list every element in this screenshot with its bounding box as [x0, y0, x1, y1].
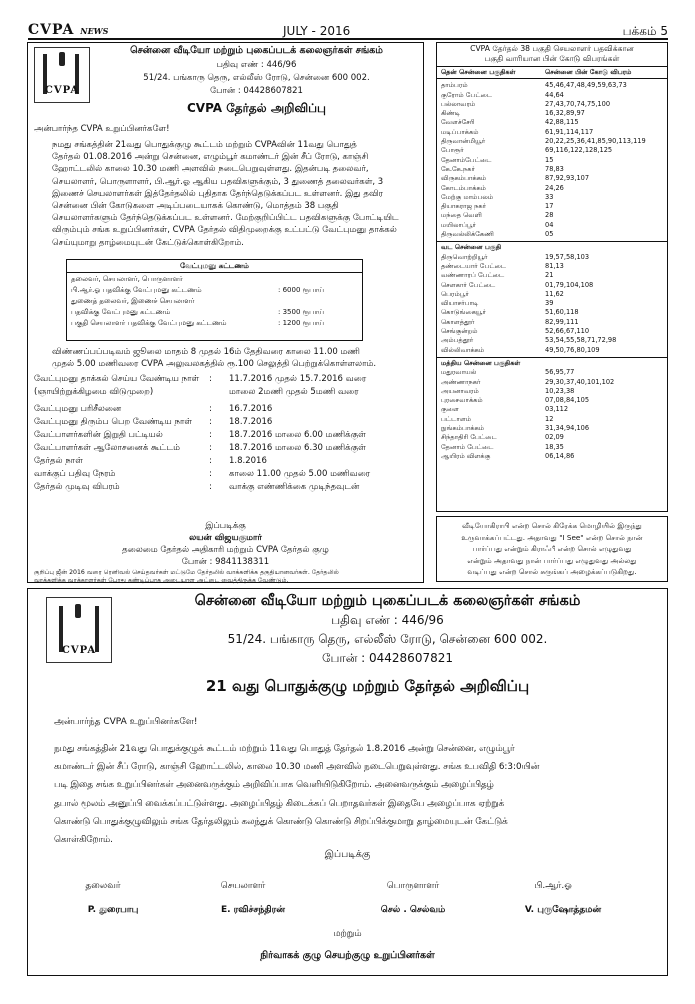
table-row	[437, 137, 667, 146]
fee-label: பி.ஆர்.ஓ பதவிக்கு வேட்புமனு கட்டணம்	[71, 286, 202, 294]
area-name: அண்ணாநகர்	[441, 377, 481, 386]
pincode-list: 49,50,76,80,109	[545, 345, 600, 354]
name-president: P. துரைபாபு	[87, 905, 139, 915]
sidebar-title-line: பகுதி வாரியான பின் கோடு விபரங்கள்	[484, 54, 620, 63]
pincode-list: 20,22,25,36,41,85,90,113,119	[545, 137, 646, 146]
brand-sub: NEWS	[80, 26, 109, 36]
signatory-name: லயன் விஜயகுமார்	[189, 533, 262, 543]
pincode-list: 82,99,111	[545, 317, 579, 326]
area-name: விருகம்பாக்கம்	[441, 174, 487, 183]
area-name: பட்டாளம்	[441, 414, 472, 423]
name-secretary: E. ரவிச்சந்திரன்	[220, 905, 286, 915]
pincode-list: 29,30,37,40,101,102	[545, 377, 615, 386]
logo-text: CVPA	[61, 645, 97, 656]
and-text: மற்றும்	[333, 929, 362, 939]
schedule-label: வேட்புமனு தாக்கல் செய்ய வேண்டிய நாள்	[34, 374, 200, 384]
table-row	[437, 299, 667, 308]
schedule-value: 18.7.2016 மாலை 6.00 மணிக்குள்	[229, 430, 366, 440]
brand-name: CVPA	[28, 22, 75, 38]
south-chennai-rows	[437, 81, 667, 239]
pincode-list: 69,116,122,128,125	[545, 146, 613, 155]
sign-intro: இப்படிக்கு	[205, 521, 246, 531]
pincode-list: 52,66,67,110	[545, 327, 590, 336]
fact-line: உருவாக்கப்பட்டது. அதாவது "I See" என்ற சொல் நான்	[461, 532, 643, 542]
fact-line: என்றும் அதாவது நான் பார்ப்பது எழுதுவது அல்லது	[467, 555, 637, 565]
fact-box	[436, 516, 668, 582]
pincode-list: 28	[545, 211, 554, 220]
fee-amount: : 3500 ரூபாய்	[278, 308, 325, 316]
schedule-list	[34, 373, 419, 494]
cvpa-logo	[46, 597, 112, 663]
para-line: தபால் மூலம் அனுப்பி வைக்கப்பட்டுள்ளது. அழைப்பிதழ் கிடைக்கப் பெறாதவர்கள் இதையே அழைப்பாக ஏற்றுக்	[54, 798, 505, 809]
fee-table-title: வேட்புமனு கட்டணம்	[67, 260, 362, 273]
pincode-list: 10,23,38	[545, 386, 575, 395]
area-name: வேளச்சேரி	[441, 118, 475, 127]
area-name: தண்டையார் பேட்டை	[441, 261, 507, 270]
schedule-value: 11.7.2016 முதல் 15.7.2016 வரை	[229, 374, 367, 384]
schedule-row: தேர்தல் நாள் : 1.8.2016	[34, 456, 267, 466]
reg-number: பதிவு எண் : 446/96	[331, 613, 444, 627]
signatory-phone: போன் : 9841138311	[181, 557, 270, 567]
table-row	[437, 109, 667, 118]
fee-row	[67, 284, 362, 295]
area-name: கொடுங்கையூர்	[441, 308, 486, 317]
schedule-value: மாலை 2மணி முதல் 5மணி வரை	[229, 387, 359, 397]
pincode-list: 81,13	[545, 261, 564, 270]
org-address: 51/24. பங்காரு தெரு, எல்லீஸ் ரோடு, சென்னை 600 002.	[143, 73, 370, 83]
para-line: விரும்பும் சங்க உறுப்பினர்கள், CVPA தேர்தல் விதிமுறைக்கு உட்பட்டு வேட்புமனு தாக்கல்	[52, 225, 397, 236]
pincode-list: 04	[545, 220, 554, 229]
area-name: கோடம்பாக்கம்	[441, 183, 486, 192]
note-line: வாக்களிக்க வாக்காளர்கள் போது கண்டிப்பாக அடையாள அட்டை வைத்திருக்க வேண்டும்.	[34, 577, 289, 584]
pincode-list: 51,60,118	[545, 308, 579, 317]
election-notice	[27, 42, 424, 583]
pincode-list: 05	[545, 230, 554, 239]
pincode-list: 61,91,114,117	[545, 127, 594, 136]
pincode-list: 39	[545, 299, 554, 308]
fee-label: பதவிக்கு வேட்புமனு கட்டணம்	[71, 308, 171, 316]
table-row	[437, 336, 667, 345]
pincode-list: 33	[545, 192, 554, 201]
issue-month: JULY - 2016	[283, 24, 351, 38]
area-name: மேற்கு மாம்பலம்	[441, 192, 494, 201]
para-line: இணைச் செயலாளர்கள் இத்தேர்தலில் புதிதாக தேர்ந்தெடுக்கப்பட உள்ளனர். இது தவிர	[52, 188, 384, 199]
table-row	[437, 202, 667, 211]
table-row	[437, 443, 667, 452]
fee-amount: : 6000 ரூபாய்	[278, 286, 325, 294]
area-name: நுங்கம்பாக்கம்	[441, 423, 485, 432]
pincode-list: 01,79,104,108	[545, 280, 594, 289]
org-name: சென்னை வீடியோ மற்றும் புகைப்படக் கலைஞர்கள் சங்கம்	[194, 593, 581, 609]
table-row	[437, 424, 667, 433]
area-name: மதுரவாயல்	[441, 368, 477, 377]
pincode-list: 12	[545, 414, 554, 423]
area-name: குரோம் பேட்டை	[441, 90, 493, 99]
area-name: சிந்தாதிரி பேட்டை	[441, 433, 497, 442]
para-line: கொள்கிறோம்.	[54, 835, 113, 846]
greeting: அன்பார்ந்த CVPA உறுப்பினர்களே!	[54, 717, 198, 727]
fee-row	[67, 306, 362, 317]
para-line: கமாண்டர் இன் சீப் ரோடு, காஞ்சி ஹோட்டலில், காலை 10.30 மணி அளவில் நடைபெறுவுள்ளது. சங்க உபவிதி 6:3:0யின்	[54, 762, 540, 773]
area-name: மந்தை வெளி	[441, 211, 482, 220]
table-row	[437, 100, 667, 109]
table-row	[437, 230, 667, 239]
fact-line: வீடியோகிராபி என்ற சொல் கிரேக்க மொழியில் இருந்து	[462, 521, 642, 530]
north-chennai-title: வட சென்னை பகுதி	[437, 241, 667, 252]
para-line: ஹோட்டலில் காலை 10.30 மணி அளவில் நடைபெறுவுள்ளது. இதன்படி தலைவர்,	[52, 164, 369, 175]
schedule-row: வேட்பாளர்களின் இறுதி பட்டியல் : 18.7.2016 மாலை 6.00 மணிக்குள்	[34, 430, 366, 440]
org-address: 51/24. பங்காரு தெரு, எல்லீஸ் ரோடு, சென்னை 600 002.	[227, 632, 548, 646]
reg-number: பதிவு எண் : 446/96	[216, 60, 297, 70]
pincode-list: 07,08,84,105	[545, 396, 590, 405]
para-line: முதல் 5.00 மணிவரை CVPA அலுவலகத்தில் ரூ.100 செலுத்தி பெற்றுக்கொள்ளலாம்.	[52, 359, 377, 370]
table-row	[437, 91, 667, 100]
area-name: மடிப்பாக்கம்	[441, 127, 479, 136]
schedule-value: 18.7.2016	[229, 417, 273, 427]
area-name: கிண்டி	[441, 109, 461, 118]
role-pro: பி.ஆர்.ஓ	[534, 881, 572, 891]
area-name: கே.கே.நகர்	[441, 164, 475, 173]
para-line: தேர்தல் 01.08.2016 அன்று சென்னை, எழும்பூர் கமாண்டர் இன் சீப் ரோடு, காஞ்சி	[52, 152, 369, 163]
schedule-row: தேர்தல் முடிவு விபரம் : வாக்கு எண்ணிக்கை முடிந்தவுடன்	[34, 482, 360, 492]
notice-title: 21 வது பொதுக்குழு மற்றும் தேர்தல் அறிவிப்பு	[205, 677, 530, 695]
schedule-value: 1.8.2016	[229, 456, 267, 466]
newsletter-brand	[28, 22, 108, 38]
page-header	[28, 24, 668, 40]
signatory-role: தலைமை தேர்தல் அதிகாரி மற்றும் CVPA தேர்தல் குழு	[122, 545, 329, 555]
table-row	[437, 193, 667, 202]
pincode-list: 24,26	[545, 183, 564, 192]
table-row	[437, 308, 667, 317]
logo-text: CVPA	[44, 85, 80, 96]
intro-paragraph	[52, 139, 417, 249]
table-row	[437, 184, 667, 193]
greeting: அன்பார்ந்த CVPA உறுப்பினர்களே!	[34, 124, 170, 134]
area-name: குளை	[441, 405, 460, 414]
fee-label: பகுதி செயலாளர் பதவிக்கு வேட்புமனு கட்டணம்	[71, 319, 227, 327]
schedule-value: காலை 11.00 முதல் 5.00 மணிவரை	[229, 469, 371, 479]
table-row	[437, 165, 667, 174]
schedule-row: வேட்புமனு தாக்கல் செய்ய வேண்டிய நாள் : 11.7.2016 முதல் 15.7.2016 வரை	[34, 374, 367, 384]
para-line: செய்யுமாறு தாழ்மையுடன் கேட்டுக்கொள்கிறோம்.	[52, 237, 244, 248]
pincode-table	[437, 66, 667, 461]
fee-row	[67, 317, 362, 328]
area-name: பல்லாவரம்	[441, 99, 476, 108]
pincode-list: 16,32,89,97	[545, 109, 585, 118]
pincode-list: 45,46,47,48,49,59,63,73	[545, 81, 627, 90]
schedule-row	[34, 386, 419, 399]
table-row	[437, 174, 667, 183]
pincode-sidebar	[436, 42, 668, 512]
page-number: பக்கம் 5	[622, 24, 668, 38]
table-row	[437, 146, 667, 155]
role-secretary: செயலாளர்	[220, 881, 266, 891]
para-line: நமது சங்கத்தின் 21வது பொதுக்குழுக் கூட்டம் மற்றும் 11வது பொதுத் தேர்தல் 1.8.2016 அன்று சென்னை, எழும்பூர்	[54, 744, 515, 754]
para-line: படி இதை சங்க உறுப்பினர்கள் அனைவருக்கும் அறிவிப்பாக வெளியிடுகிறோம். அனைவருக்கும் அழைப்பிதழ்	[54, 780, 494, 791]
schedule-label: வேட்பாளர்கள் ஆலோசனைக் கூட்டம்	[34, 443, 180, 453]
fact-line: பார்ப்பது என்றும் கிராஃபீ என்ற சொல் எழுதுவது	[472, 544, 632, 553]
schedule-value: 16.7.2016	[229, 404, 273, 414]
area-name: பெரம்பூர்	[441, 289, 469, 298]
table-row	[437, 396, 667, 405]
schedule-label: வேட்புமனு திரும்ப பெற வேண்டிய நாள்	[34, 417, 193, 427]
form-info	[52, 346, 417, 370]
pincode-list: 78,83	[545, 164, 564, 173]
area-name: கொளத்தூர்	[441, 317, 475, 326]
table-row	[437, 405, 667, 414]
area-name: மயிலாப்பூர்	[441, 220, 476, 229]
schedule-row: வாக்குப் பதிவு நேரம் : காலை 11.00 முதல் 5.00 மணிவரை	[34, 469, 371, 479]
body-paragraph	[54, 740, 657, 849]
name-pro: V. புருஷோத்தமன்	[524, 905, 602, 915]
sidebar-title	[437, 43, 667, 64]
pincode-list: 02,09	[545, 433, 564, 442]
para-line: நமது சங்கத்தின் 21வது பொதுக்குழு கூட்டம் மற்றும் CVPAவின் 11வது பொதுத்	[52, 140, 357, 150]
table-row	[437, 327, 667, 336]
central-chennai-title: மத்திய சென்னை பகுதிகள்	[437, 357, 667, 368]
pincode-list: 03,112	[545, 405, 569, 414]
table-row	[437, 211, 667, 220]
area-name: போரூர்	[441, 146, 464, 155]
schedule-value: வாக்கு எண்ணிக்கை முடிந்தவுடன்	[229, 482, 360, 492]
area-name: திருவொற்றியூர்	[441, 252, 488, 261]
schedule-label: தேர்தல் முடிவு விபரம்	[34, 482, 120, 492]
fee-row	[67, 295, 362, 306]
table-row	[437, 262, 667, 271]
note-line: குறிப்பு ஜீன் 2016 வரை ரெனிவல் செய்தவர்கள் மட்டுமே தேர்தலில் வாக்களிக்க தகுதியானவர்கள். தேர்தலில்	[34, 569, 339, 576]
general-body-notice	[27, 588, 668, 976]
org-name: சென்னை வீடியோ மற்றும் புகைப்படக் கலைஞர்கள் சங்கம்	[130, 45, 383, 56]
officer-names	[58, 905, 638, 916]
col-header-pincode: சென்னை பின் கோடு விபரம்	[545, 68, 632, 76]
pincode-list: 15	[545, 155, 554, 164]
area-name: செங்குன்றம்	[441, 327, 478, 336]
area-name: சௌகார் பேட்டை	[441, 280, 496, 289]
table-row	[437, 221, 667, 230]
table-row	[437, 318, 667, 327]
pincode-list: 06,14,86	[545, 451, 575, 460]
area-name: திருவான்மியூர்	[441, 137, 486, 146]
pincode-list: 18,35	[545, 442, 564, 451]
pincode-list: 42,88,115	[545, 118, 579, 127]
schedule-row: வேட்புமனு பரிசீலனை : 16.7.2016	[34, 404, 273, 414]
area-name: வில்லிவாக்கம்	[441, 345, 485, 354]
org-phone: போன் : 04428607821	[321, 651, 453, 665]
pincode-list: 17	[545, 202, 554, 211]
pincode-list: 56,95,77	[545, 368, 575, 377]
area-name: புரசைவாக்கம்	[441, 396, 483, 405]
para-line: சென்னை பின் கோடுகளை அடிப்படையாகக் கொண்டு, மொத்தம் 38 பகுதி	[52, 201, 339, 212]
schedule-row: வேட்புமனு திரும்ப பெற வேண்டிய நாள் : 18.7.2016	[34, 417, 273, 427]
role-treasurer: பொருளாளர்	[386, 881, 440, 891]
para-line: செயலாளர், பொருளாளர், பி.ஆர்.ஓ ஆகிய பதவிகளுக்கும், 3 துணைத் தலைவர்கள், 3	[52, 176, 384, 187]
schedule-label: (ஞாயிற்றுக்கிழமை விடுமுறை)	[34, 387, 154, 397]
pincode-list: 87,92,93,107	[545, 174, 590, 183]
area-name: தேனாம்பேட்டை	[441, 155, 492, 164]
table-row	[437, 346, 667, 355]
schedule-label: தேர்தல் நாள்	[34, 456, 83, 466]
officer-roles	[58, 881, 618, 892]
schedule-value: 18.7.2016 மாலை 6.30 மணிக்குள்	[229, 443, 366, 453]
table-row	[437, 387, 667, 396]
fee-label: தலைவர், செயலாளர், பொருளாளர்	[71, 275, 183, 283]
table-row	[437, 271, 667, 280]
pincode-list: 19,57,58,103	[545, 252, 590, 261]
fee-table	[66, 259, 363, 341]
name-treasurer: செல் . செல்வம்	[380, 905, 446, 915]
schedule-label: வேட்பாளர்களின் இறுதி பட்டியல்	[34, 430, 163, 440]
area-name: தேனாம் பேட்டை	[441, 442, 494, 451]
pincode-list: 31,34,94,106	[545, 423, 590, 432]
pincode-list: 27,43,70,74,75,100	[545, 99, 611, 108]
sign-intro: இப்படிக்கு	[324, 849, 371, 860]
pincode-list: 11,62	[545, 289, 564, 298]
central-chennai-rows	[437, 368, 667, 461]
table-header	[437, 66, 667, 79]
col-header-area: தென் சென்னை பகுதிகள்	[441, 68, 516, 76]
table-row	[437, 452, 667, 461]
table-row	[437, 253, 667, 262]
pincode-list: 21	[545, 271, 554, 280]
fee-amount: : 1200 ரூபாய்	[278, 319, 325, 327]
area-name: வியாசர்பாடி	[441, 299, 479, 308]
fee-amount	[278, 274, 358, 284]
pincode-list: 44,64	[545, 90, 564, 99]
north-chennai-rows	[437, 253, 667, 355]
sidebar-title-line: CVPA தேர்தல் 38 பகுதி செயலாளர் பதவிக்கான	[470, 44, 634, 53]
role-president: தலைவர்	[85, 881, 121, 891]
committee-text: நிர்வாகக் குழு செயற்குழு உறுப்பினர்கள்	[260, 950, 435, 961]
area-name: தாம்பரம்	[441, 81, 468, 90]
table-row	[437, 156, 667, 165]
table-row	[437, 81, 667, 90]
table-row	[437, 290, 667, 299]
cvpa-logo	[34, 47, 90, 103]
schedule-label: வேட்புமனு பரிசீலனை	[34, 404, 122, 414]
para-line: செயலாளர்களும் தேர்ந்தெடுக்கப்பட உள்ளனர். மேற்குறிப்பிட்ட பதவிகளுக்கு போட்டியிட	[52, 213, 399, 224]
area-name: அம்பத்தூர்	[441, 336, 474, 345]
table-row	[437, 118, 667, 127]
fact-line: வடிப்பது என்ற சொல் சுருங்கப் அழைக்கப்படுகிறது.	[467, 567, 637, 576]
table-row	[437, 128, 667, 137]
fee-amount	[278, 296, 358, 306]
area-name: திருவல்லிக்கேணி	[441, 230, 494, 239]
para-line: கொண்டு பொதுக்குழுவிலும் சங்க தேர்தலிலும் கலந்துக் கொண்டு கொண்டு சிறப்பிக்குமாறு தாழ்மையுடன் கேட்டுக்	[54, 816, 508, 827]
area-name: ஆயிரம் விளக்கு	[441, 451, 491, 460]
schedule-row: வேட்பாளர்கள் ஆலோசனைக் கூட்டம் : 18.7.2016 மாலை 6.30 மணிக்குள்	[34, 443, 366, 453]
fee-row	[67, 273, 362, 284]
para-line: விண்ணப்பப்படிவம் ஜூலை மாதம் 8 முதல் 16ம் தேதிவரை காலை 11.00 மணி	[52, 347, 360, 357]
table-row	[437, 368, 667, 377]
table-row	[437, 378, 667, 387]
area-name: வண்ணாரப் பேட்டை	[441, 271, 505, 280]
org-phone: போன் : 04428607821	[210, 86, 303, 96]
footnote	[34, 569, 419, 585]
table-row	[437, 433, 667, 442]
area-name: தியாகராஜ நகர்	[441, 202, 487, 211]
schedule-label: வாக்குப் பதிவு நேரம்	[34, 469, 116, 479]
area-name: அயனாவரம்	[441, 386, 479, 395]
table-row	[437, 281, 667, 290]
notice-title: CVPA தேர்தல் அறிவிப்பு	[187, 101, 326, 115]
fee-label: துணைத் தலைவர், இணைச் செயலாளர்	[71, 297, 195, 305]
pincode-list: 53,54,55,58,71,72,98	[545, 336, 617, 345]
table-row	[437, 415, 667, 424]
